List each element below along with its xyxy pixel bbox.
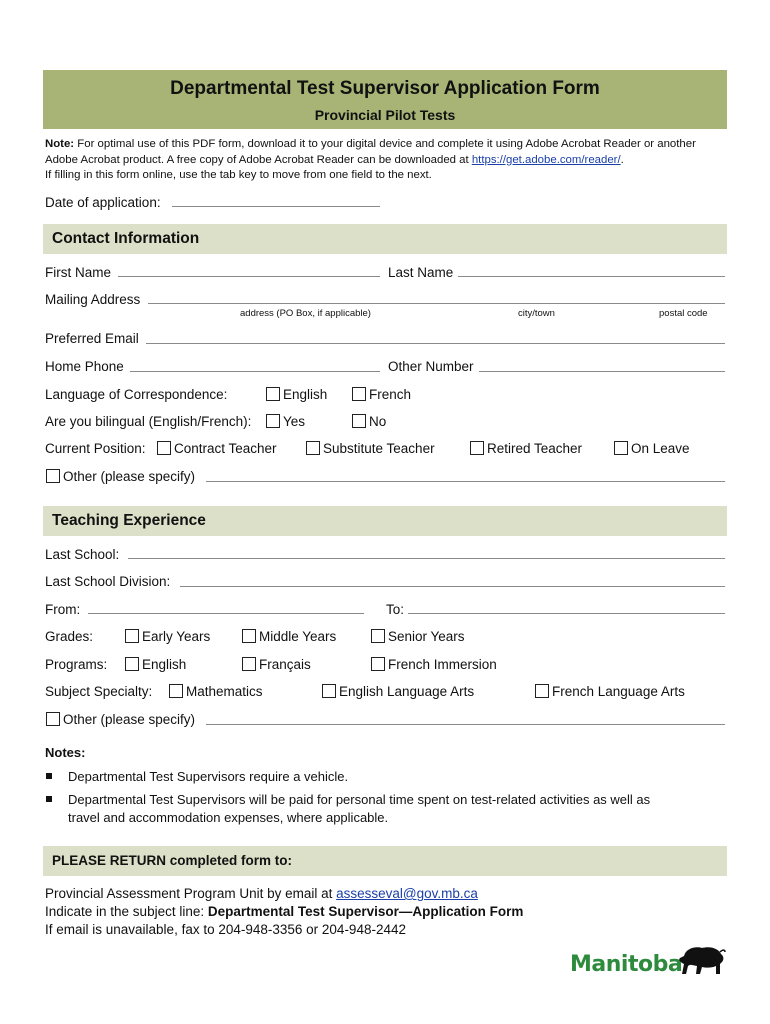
english-program-label: English bbox=[142, 657, 187, 672]
bison-icon bbox=[676, 944, 726, 978]
other-position-label: Other (please specify) bbox=[63, 469, 196, 484]
bullet-icon bbox=[46, 796, 52, 802]
form-subtitle: Provincial Pilot Tests bbox=[314, 107, 456, 123]
first-name-field[interactable] bbox=[118, 276, 380, 277]
adobe-reader-link[interactable]: https://get.adobe.com/reader/ bbox=[471, 153, 621, 166]
notes-heading: Notes: bbox=[45, 745, 86, 760]
return-section-header bbox=[43, 846, 727, 876]
early-years-checkbox[interactable] bbox=[125, 629, 139, 643]
return-line2-text: Indicate in the subject line: bbox=[45, 904, 208, 919]
return-line-3: If email is unavailable, fax to 204-948-3356 or 204-948-2442 bbox=[45, 922, 406, 937]
yes-label: Yes bbox=[283, 414, 306, 429]
programs-label: Programs: bbox=[45, 657, 108, 672]
last-school-field[interactable] bbox=[128, 558, 725, 559]
language-label: Language of Correspondence: bbox=[45, 387, 228, 402]
french-label: French bbox=[369, 387, 412, 402]
francais-checkbox[interactable] bbox=[242, 657, 256, 671]
contract-teacher-label: Contract Teacher bbox=[174, 441, 277, 456]
substitute-teacher-label: Substitute Teacher bbox=[323, 441, 435, 456]
return-line-2 bbox=[45, 903, 523, 921]
teaching-section-header bbox=[43, 506, 727, 536]
form-title: Departmental Test Supervisor Application Form bbox=[170, 78, 600, 99]
early-years-label: Early Years bbox=[142, 629, 211, 644]
english-checkbox[interactable] bbox=[266, 387, 280, 401]
no-checkbox[interactable] bbox=[352, 414, 366, 428]
city-hint: city/town bbox=[518, 308, 555, 319]
middle-years-checkbox[interactable] bbox=[242, 629, 256, 643]
senior-years-checkbox[interactable] bbox=[371, 629, 385, 643]
last-name-field[interactable] bbox=[458, 276, 725, 277]
note-text-end: . bbox=[620, 153, 624, 166]
english-label: English bbox=[283, 387, 328, 402]
mailing-address-field[interactable] bbox=[148, 303, 725, 304]
other-position-field[interactable] bbox=[206, 481, 725, 482]
substitute-teacher-checkbox[interactable] bbox=[306, 441, 320, 455]
from-label: From: bbox=[45, 602, 81, 617]
other-number-label: Other Number bbox=[388, 359, 474, 374]
on-leave-label: On Leave bbox=[631, 441, 690, 456]
note-item-2a: Departmental Test Supervisors will be paid for personal time spent on test-related activities as well as bbox=[68, 792, 651, 807]
return-heading bbox=[52, 853, 292, 868]
position-label: Current Position: bbox=[45, 441, 146, 456]
last-division-field[interactable] bbox=[180, 586, 725, 587]
other-subject-field[interactable] bbox=[206, 724, 725, 725]
french-checkbox[interactable] bbox=[352, 387, 366, 401]
note-paragraph bbox=[45, 137, 725, 184]
address-hint: address (PO Box, if applicable) bbox=[240, 308, 371, 319]
note-item-1: Departmental Test Supervisors require a vehicle. bbox=[68, 769, 349, 784]
date-label: Date of application: bbox=[45, 195, 161, 210]
english-program-checkbox[interactable] bbox=[125, 657, 139, 671]
contact-section-header bbox=[43, 224, 727, 254]
date-field[interactable] bbox=[172, 206, 380, 207]
home-phone-label: Home Phone bbox=[45, 359, 124, 374]
fla-label: French Language Arts bbox=[552, 684, 685, 699]
contact-heading: Contact Information bbox=[52, 230, 200, 247]
note-item-2b: travel and accommodation expenses, where applicable. bbox=[68, 810, 389, 825]
from-field[interactable] bbox=[88, 613, 364, 614]
return-heading-bold: PLEASE RETURN bbox=[52, 853, 167, 868]
last-school-label: Last School: bbox=[45, 547, 120, 562]
note-label: Note: bbox=[45, 138, 75, 150]
other-subject-label: Other (please specify) bbox=[63, 712, 196, 727]
return-heading-rest: completed form to: bbox=[166, 853, 293, 868]
contract-teacher-checkbox[interactable] bbox=[157, 441, 171, 455]
mailing-address-label: Mailing Address bbox=[45, 292, 141, 307]
senior-years-label: Senior Years bbox=[388, 629, 465, 644]
subject-label: Subject Specialty: bbox=[45, 684, 153, 699]
email-link[interactable]: assesseval@gov.mb.ca bbox=[336, 886, 478, 901]
email-field[interactable] bbox=[146, 343, 725, 344]
fla-checkbox[interactable] bbox=[535, 684, 549, 698]
mathematics-label: Mathematics bbox=[186, 684, 263, 699]
other-number-field[interactable] bbox=[479, 371, 725, 372]
last-division-label: Last School Division: bbox=[45, 574, 171, 589]
yes-checkbox[interactable] bbox=[266, 414, 280, 428]
bilingual-label: Are you bilingual (English/French): bbox=[45, 414, 252, 429]
to-field[interactable] bbox=[408, 613, 725, 614]
retired-teacher-label: Retired Teacher bbox=[487, 441, 583, 456]
grades-label: Grades: bbox=[45, 629, 94, 644]
note-line3: If filling in this form online, use the tab key to move from one field to the next. bbox=[45, 169, 432, 181]
no-label: No bbox=[369, 414, 387, 429]
french-immersion-checkbox[interactable] bbox=[371, 657, 385, 671]
postal-hint: postal code bbox=[659, 308, 708, 319]
return-line-1 bbox=[45, 885, 523, 903]
retired-teacher-checkbox[interactable] bbox=[470, 441, 484, 455]
email-label: Preferred Email bbox=[45, 331, 139, 346]
to-label: To: bbox=[386, 602, 405, 617]
middle-years-label: Middle Years bbox=[259, 629, 337, 644]
note-text: For optimal use of this PDF form, download it to your digital device and complete it using Adobe Acrobat Reader or another Adobe Acrobat product. A free copy of Adobe Acrobat Reader can be downloaded at bbox=[45, 138, 696, 166]
return-details bbox=[45, 885, 523, 939]
logo-text: Manitoba bbox=[570, 952, 683, 977]
french-immersion-label: French Immersion bbox=[388, 657, 497, 672]
subject-line-text: Departmental Test Supervisor—Application Form bbox=[207, 904, 524, 919]
ela-checkbox[interactable] bbox=[322, 684, 336, 698]
return-line1-text: Provincial Assessment Program Unit by email at bbox=[45, 886, 337, 901]
francais-label: Français bbox=[259, 657, 311, 672]
title-band bbox=[43, 70, 727, 129]
other-subject-checkbox[interactable] bbox=[46, 712, 60, 726]
ela-label: English Language Arts bbox=[339, 684, 475, 699]
last-name-label: Last Name bbox=[388, 265, 454, 280]
other-position-checkbox[interactable] bbox=[46, 469, 60, 483]
home-phone-field[interactable] bbox=[130, 371, 380, 372]
mathematics-checkbox[interactable] bbox=[169, 684, 183, 698]
bullet-icon bbox=[46, 773, 52, 779]
teaching-heading: Teaching Experience bbox=[52, 512, 206, 529]
on-leave-checkbox[interactable] bbox=[614, 441, 628, 455]
first-name-label: First Name bbox=[45, 265, 112, 280]
